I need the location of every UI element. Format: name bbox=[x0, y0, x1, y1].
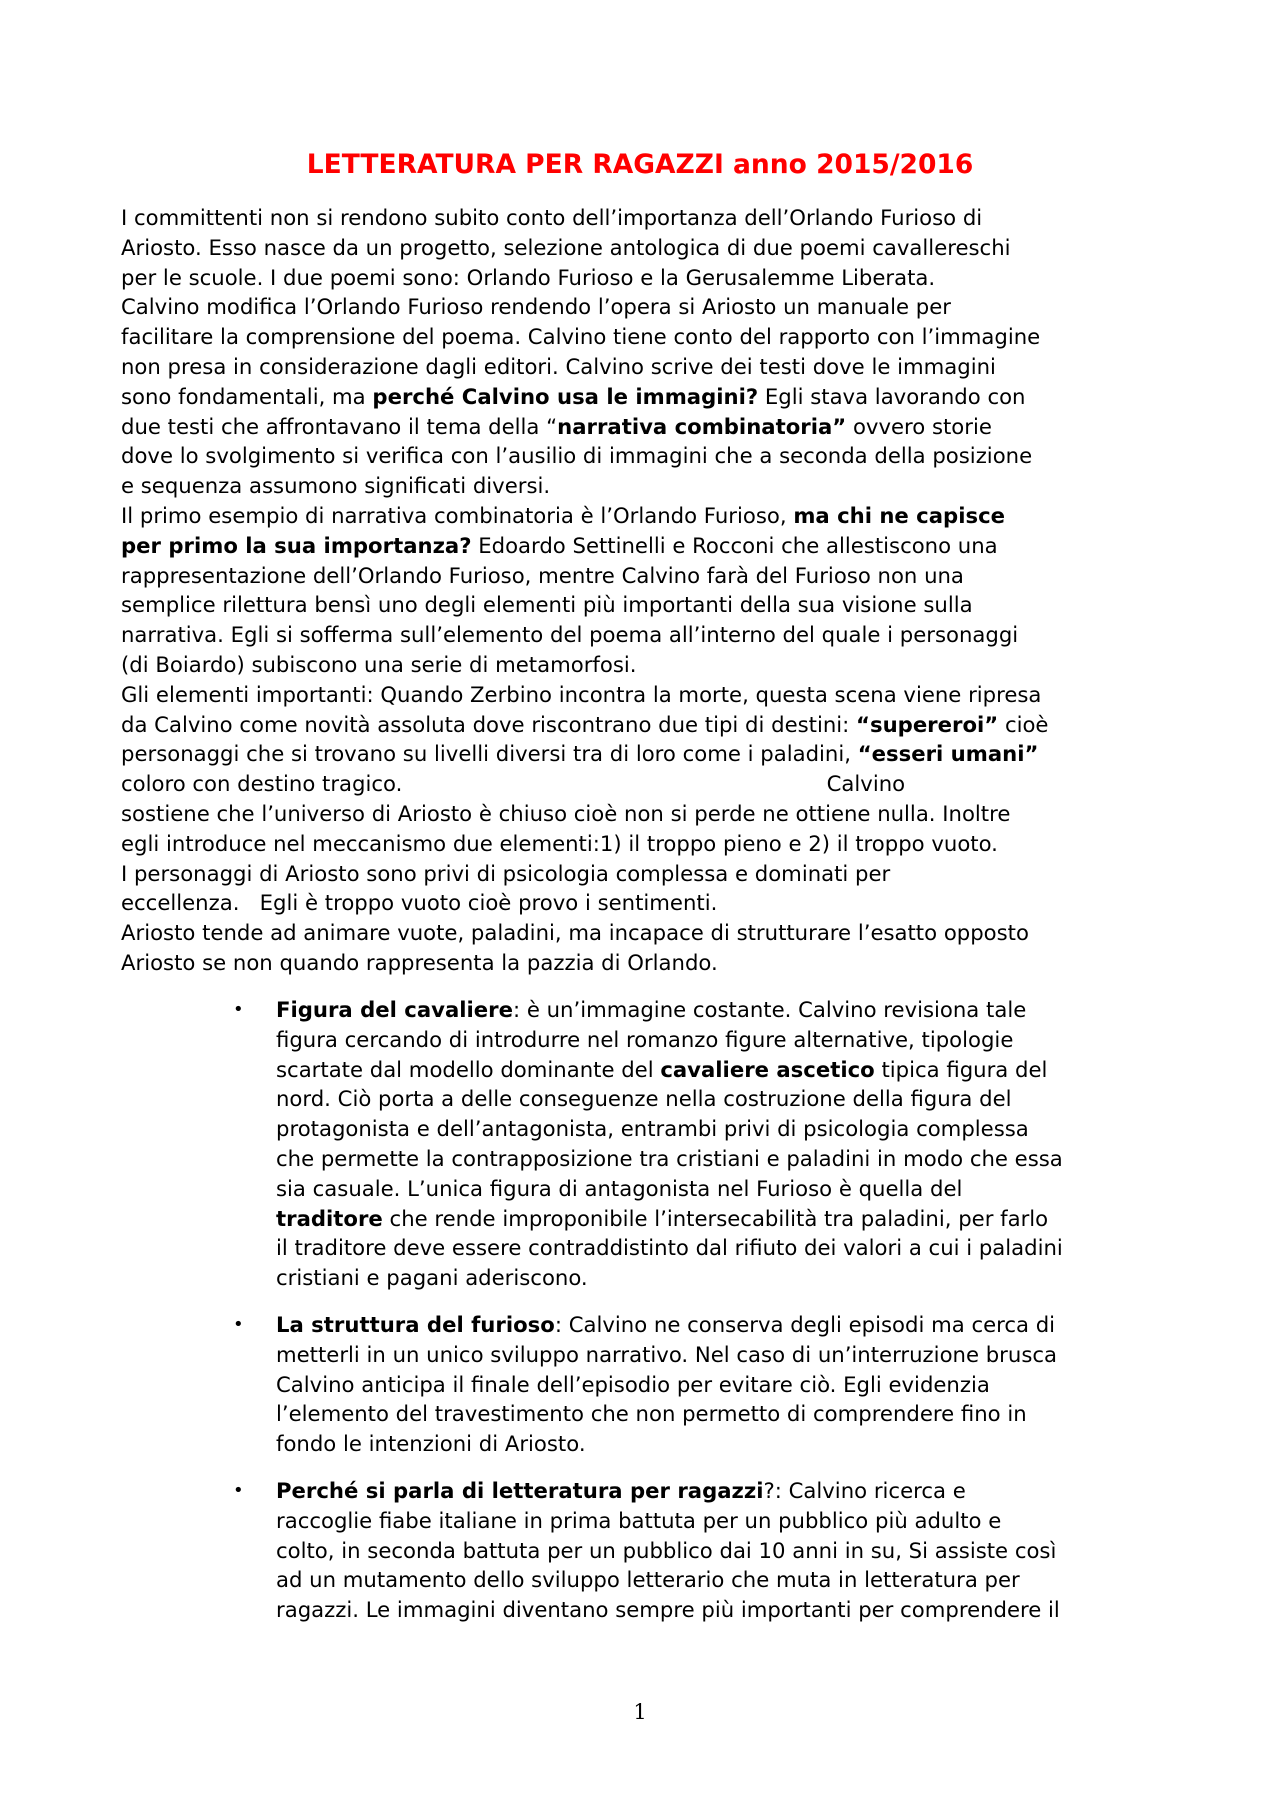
text-run: : Calvino ne conserva degli episodi ma cerca di bbox=[554, 1311, 1056, 1337]
bullet-item bbox=[233, 995, 1173, 1293]
text-run: scartate dal modello dominante del bbox=[276, 1056, 661, 1082]
text-line bbox=[276, 1595, 1173, 1625]
text-line bbox=[121, 382, 1165, 412]
text-run: Edoardo Settinelli e Rocconi che allestiscono una bbox=[471, 532, 998, 558]
text-line bbox=[121, 203, 1165, 233]
text-run: I committenti non si rendono subito conto dell’importanza dell’Orlando Furioso di bbox=[121, 205, 983, 230]
text-line bbox=[276, 1476, 1173, 1506]
text-line bbox=[276, 1204, 1173, 1234]
text-line bbox=[276, 1114, 1173, 1144]
text-line bbox=[121, 233, 1165, 263]
bold-text: “esseri umani” bbox=[857, 741, 1039, 767]
text-line bbox=[121, 292, 1165, 322]
text-run: sostiene che l’universo di Ariosto è chiuso cioè non si perde ne ottiene nulla. Inoltre bbox=[121, 800, 1011, 826]
text-run: (di Boiardo) subiscono una serie di metamorfosi. bbox=[121, 651, 637, 677]
bold-text: cavaliere ascetico bbox=[660, 1056, 875, 1082]
text-line bbox=[276, 1025, 1173, 1055]
text-line bbox=[121, 561, 1165, 591]
bold-text: traditore bbox=[276, 1205, 383, 1231]
text-run: sono fondamentali, ma bbox=[121, 383, 373, 409]
text-run: ad un mutamento dello sviluppo letterario che muta in letteratura per bbox=[276, 1567, 1020, 1593]
text-line bbox=[276, 1429, 1173, 1459]
bold-text: La struttura del furioso bbox=[276, 1311, 555, 1337]
text-run: Calvino anticipa il finale dell’episodio per evitare ciò. Egli evidenzia bbox=[276, 1371, 990, 1397]
bullet-icon: • bbox=[233, 1313, 244, 1335]
text-run: tipica figura del bbox=[874, 1056, 1048, 1082]
text-line bbox=[276, 1399, 1173, 1429]
text-run: rappresentazione dell’Orlando Furioso, mentre Calvino farà del Furioso non una bbox=[121, 562, 964, 588]
text-line bbox=[121, 441, 1165, 471]
text-run: che rende improponibile l’intersecabilità tra paladini, per farlo bbox=[382, 1205, 1049, 1231]
text-line bbox=[121, 531, 1165, 561]
body-paragraph bbox=[121, 203, 1165, 978]
text-run: eccellenza. Egli è troppo vuoto cioè provo i sentimenti. bbox=[121, 890, 718, 916]
text-run: ovvero storie bbox=[846, 413, 992, 439]
text-line bbox=[276, 1144, 1173, 1174]
text-line bbox=[121, 620, 1165, 650]
text-line bbox=[276, 1370, 1173, 1400]
text-run: : è un’immagine costante. Calvino revisiona tale bbox=[512, 997, 1027, 1022]
text-line bbox=[121, 263, 1165, 293]
text-line bbox=[276, 1565, 1173, 1595]
text-line bbox=[121, 918, 1165, 948]
text-run: coloro con destino tragico. Calvino bbox=[121, 771, 906, 797]
text-line bbox=[121, 710, 1165, 740]
text-run: facilitare la comprensione del poema. Calvino tiene conto del rapporto con l’immagine bbox=[121, 324, 1041, 350]
page-number: 1 bbox=[633, 1700, 647, 1724]
text-line bbox=[276, 1310, 1173, 1340]
text-line bbox=[276, 1174, 1173, 1204]
text-line bbox=[121, 769, 1165, 799]
text-run: nord. Ciò porta a delle conseguenze nella costruzione della figura del bbox=[276, 1086, 1012, 1112]
text-run: Ariosto. Esso nasce da un progetto, selezione antologica di due poemi cavallereschi bbox=[121, 234, 1011, 260]
text-line bbox=[276, 1084, 1173, 1114]
text-line bbox=[276, 1536, 1173, 1566]
bullet-item bbox=[233, 1476, 1173, 1625]
text-run: il traditore deve essere contraddistinto dal rifiuto dei valori a cui i paladini bbox=[276, 1235, 1063, 1261]
text-run: personaggi che si trovano su livelli diversi tra di loro come i paladini, bbox=[121, 741, 858, 767]
text-run: Egli stava lavorando con bbox=[758, 383, 1026, 409]
text-run: fondo le intenzioni di Ariosto. bbox=[276, 1431, 586, 1457]
text-line bbox=[276, 1263, 1173, 1293]
text-run: sia casuale. L’unica figura di antagonista nel Furioso è quella del bbox=[276, 1175, 963, 1201]
bold-text: perché Calvino usa le immagini? bbox=[372, 383, 759, 409]
text-line bbox=[121, 948, 1165, 978]
text-line bbox=[121, 799, 1165, 829]
text-line bbox=[276, 1055, 1173, 1085]
text-line bbox=[121, 352, 1165, 382]
bold-text: Figura del cavaliere bbox=[276, 997, 513, 1022]
text-run: colto, in seconda battuta per un pubblico dai 10 anni in su, Si assiste così bbox=[276, 1537, 1057, 1563]
bold-text: per primo la sua importanza? bbox=[121, 532, 472, 558]
text-line bbox=[121, 501, 1165, 531]
text-line bbox=[121, 322, 1165, 352]
bullet-icon: • bbox=[233, 999, 244, 1020]
text-line bbox=[276, 995, 1173, 1025]
text-run: cristiani e pagani aderiscono. bbox=[276, 1265, 588, 1291]
bold-text: “supereroi” bbox=[856, 711, 999, 737]
text-run: da Calvino come novità assoluta dove riscontrano due tipi di destini: bbox=[121, 711, 857, 737]
text-run: protagonista e dell’antagonista, entrambi privi di psicologia complessa bbox=[276, 1116, 1029, 1142]
text-run: Ariosto se non quando rappresenta la pazzia di Orlando. bbox=[121, 949, 718, 975]
text-run: non presa in considerazione dagli editori. Calvino scrive dei testi dove le immagini bbox=[121, 353, 996, 379]
bullet-list bbox=[233, 995, 1173, 1642]
bullet-icon: • bbox=[233, 1479, 244, 1501]
text-run: Gli elementi importanti: Quando Zerbino incontra la morte, questa scena viene ripresa bbox=[121, 681, 1042, 707]
text-line bbox=[121, 680, 1165, 710]
text-run: l’elemento del travestimento che non permetto di comprendere fino in bbox=[276, 1401, 1027, 1427]
text-line bbox=[121, 650, 1165, 680]
text-run: metterli in un unico sviluppo narrativo. Nel caso di un’interruzione brusca bbox=[276, 1341, 1057, 1367]
text-run: e sequenza assumono significati diversi. bbox=[121, 473, 551, 499]
text-run: per le scuole. I due poemi sono: Orlando Furioso e la Gerusalemme Liberata. bbox=[121, 264, 936, 290]
text-run: ragazzi. Le immagini diventano sempre più importanti per comprendere il bbox=[276, 1597, 1060, 1623]
text-run: semplice rilettura bensì uno degli elementi più importanti della sua visione sulla bbox=[121, 592, 973, 618]
text-run: figura cercando di introdurre nel romanzo figure alternative, tipologie bbox=[276, 1026, 1014, 1052]
text-line bbox=[121, 888, 1165, 918]
text-line bbox=[276, 1340, 1173, 1370]
text-run: Ariosto tende ad animare vuote, paladini, ma incapace di strutturare l’esatto opposto bbox=[121, 920, 1029, 946]
page-title: LETTERATURA PER RAGAZZI anno 2015/2016 bbox=[306, 149, 974, 180]
text-run: egli introduce nel meccanismo due elementi:1) il troppo pieno e 2) il troppo vuoto. bbox=[121, 830, 998, 856]
text-line bbox=[276, 1506, 1173, 1536]
text-line bbox=[121, 590, 1165, 620]
text-run: dove lo svolgimento si verifica con l’ausilio di immagini che a seconda della posizione bbox=[121, 443, 1033, 469]
bold-text: narrativa combinatoria” bbox=[557, 413, 847, 439]
text-run: due testi che affrontavano il tema della “ bbox=[121, 413, 558, 439]
text-run: Il primo esempio di narrativa combinatoria è l’Orlando Furioso, bbox=[121, 502, 794, 528]
text-line bbox=[121, 739, 1165, 769]
text-run: I personaggi di Ariosto sono privi di psicologia complessa e dominati per bbox=[121, 860, 891, 886]
bullet-item bbox=[233, 1310, 1173, 1459]
text-run: narrativa. Egli si sofferma sull’elemento del poema all’interno del quale i personaggi bbox=[121, 622, 1019, 648]
text-line bbox=[121, 471, 1165, 501]
text-line bbox=[276, 1233, 1173, 1263]
text-line bbox=[121, 412, 1165, 442]
bold-text: Perché si parla di letteratura per ragazzi bbox=[276, 1477, 764, 1503]
text-run: cioè bbox=[998, 711, 1049, 737]
bold-text: ma chi ne capisce bbox=[793, 502, 1006, 528]
text-line bbox=[121, 829, 1165, 859]
text-line bbox=[121, 859, 1165, 889]
text-run: Calvino modifica l’Orlando Furioso rendendo l’opera si Ariosto un manuale per bbox=[121, 294, 952, 320]
text-run: che permette la contrapposizione tra cristiani e paladini in modo che essa bbox=[276, 1145, 1063, 1171]
text-run: raccoglie fiabe italiane in prima battuta per un pubblico più adulto e bbox=[276, 1507, 1002, 1533]
text-run: ?: Calvino ricerca e bbox=[763, 1477, 966, 1503]
